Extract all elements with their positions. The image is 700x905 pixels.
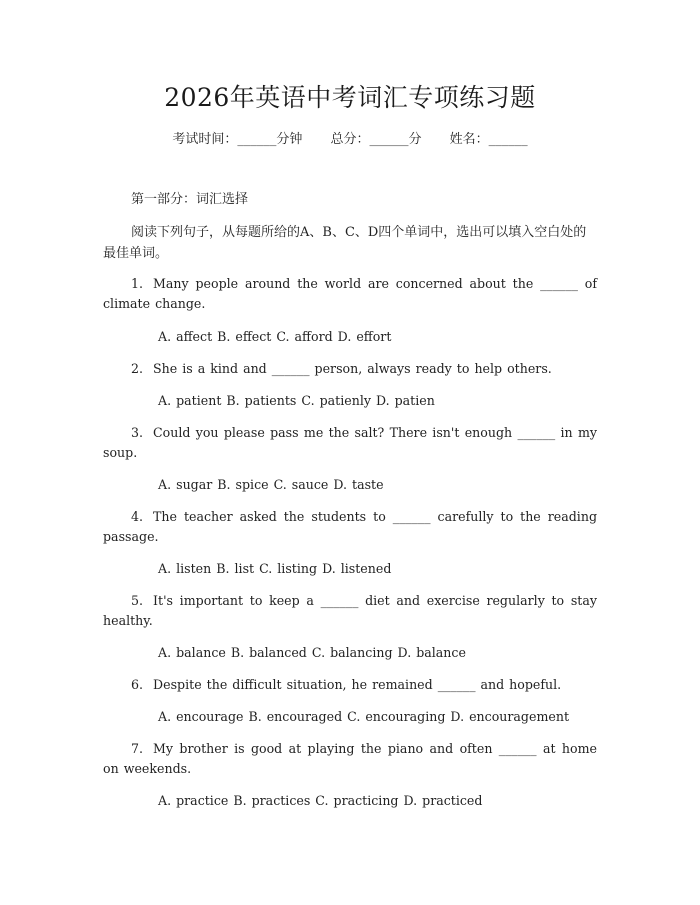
exam-meta — [0, 130, 700, 150]
question-number: 2. — [131, 361, 144, 376]
question-5-options: A. balance B. balanced C. balancing D. balance — [158, 645, 466, 660]
question-number: 7. — [131, 741, 144, 756]
question-7-options: A. practice B. practices C. practicing D. practiced — [158, 793, 483, 808]
question-text: It's important to keep a ______ diet and exercise regularly to stay healthy. — [103, 593, 597, 628]
question-7 — [103, 739, 597, 779]
instructions: 阅读下列句子，从每题所给的A、B、C、D四个单词中，选出可以填入空白处的最佳单词。 — [103, 225, 587, 261]
question-6-options: A. encourage B. encouraged C. encouraging D. encouragement — [158, 709, 570, 724]
question-2-options: A. patient B. patients C. patienly D. patien — [158, 393, 435, 408]
question-text: Many people around the world are concerned about the ______ of climate change. — [103, 276, 597, 311]
question-1 — [103, 274, 597, 314]
question-text: Despite the difficult situation, he remained ______ and hopeful. — [153, 677, 562, 692]
question-text: The teacher asked the students to ______ carefully to the reading passage. — [103, 509, 597, 544]
exam-score: 总分：______分 — [330, 132, 422, 147]
exam-time: 考试时间：______分钟 — [172, 132, 303, 147]
question-number: 3. — [131, 425, 144, 440]
question-4 — [103, 507, 597, 547]
question-5 — [103, 591, 597, 631]
question-text: Could you please pass me the salt? There isn't enough ______ in my soup. — [103, 425, 597, 460]
page-title: 2026年英语中考词汇专项练习题 — [164, 83, 536, 112]
question-number: 1. — [131, 276, 144, 291]
question-3-options: A. sugar B. spice C. sauce D. taste — [158, 477, 384, 492]
question-text: My brother is good at playing the piano and often ______ at home on weekends. — [103, 741, 597, 776]
question-number: 6. — [131, 677, 144, 692]
question-6 — [103, 675, 597, 695]
question-1-options: A. affect B. effect C. afford D. effort — [158, 329, 392, 344]
question-text: She is a kind and ______ person, always ready to help others. — [153, 361, 552, 376]
question-2 — [103, 359, 597, 379]
question-number: 5. — [131, 593, 144, 608]
question-4-options: A. listen B. list C. listing D. listened — [158, 561, 392, 576]
student-name: 姓名：______ — [449, 132, 528, 147]
section-heading: 第一部分：词汇选择 — [131, 192, 249, 207]
question-3 — [103, 423, 597, 463]
question-number: 4. — [131, 509, 144, 524]
